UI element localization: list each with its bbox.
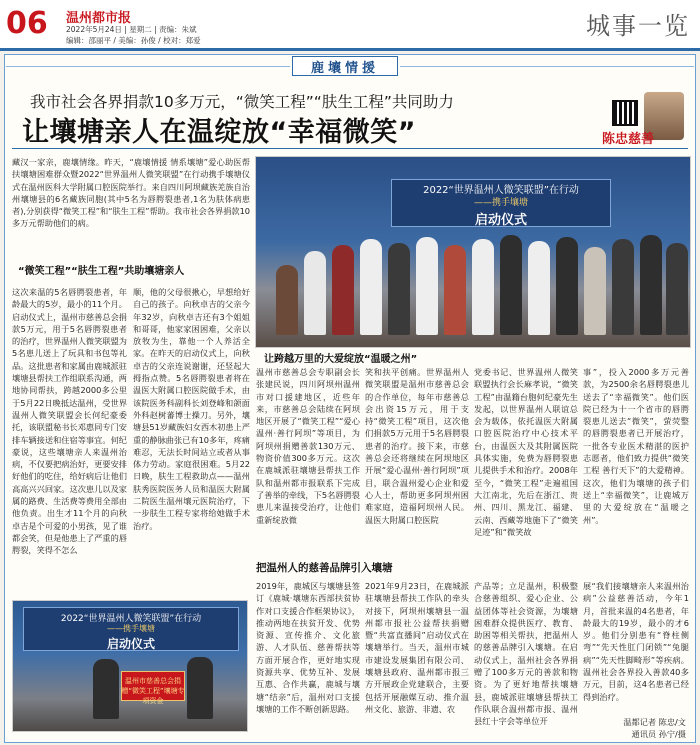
paper-name: 温州都市报 bbox=[66, 11, 132, 26]
person-figure bbox=[276, 265, 298, 335]
subheading-2: 把温州人的慈善品牌引入壤塘 bbox=[256, 562, 393, 574]
body-column-9: 产品等；立足温州，积极整合慈善组织、爱心企业、公益团体等社会资源，为壤塘困难群众提供医疗、教育、助困等相关帮扶，把温州人的慈善品牌引入壤塘。在启动仪式上，温州社会各界捐赠了100多万元的善款和物资。为了更好地帮扶壤塘县，鹿城派驻壤塘县帮扶工作队联合温州都市报、温州县红十字会等单位开 bbox=[474, 581, 578, 727]
main-photo bbox=[255, 156, 691, 348]
person-figure bbox=[360, 239, 382, 335]
section-title: 城事一览 bbox=[586, 12, 690, 40]
byline bbox=[623, 716, 686, 740]
subheading-1: “微笑工程”“肤生工程”共助壤塘亲人 bbox=[18, 266, 185, 277]
backdrop-ceremony: 启动仪式 bbox=[106, 637, 155, 651]
person-figure bbox=[93, 659, 119, 719]
backdrop-title: 2022“世界温州人微笑联盟”在行动 bbox=[423, 185, 579, 196]
issue-meta: 2022年5月24日 | 星期二 | 责编：朱斌 bbox=[66, 25, 197, 34]
person-figure bbox=[444, 245, 466, 335]
banner-line-left bbox=[6, 66, 290, 67]
column-banner: 鹿壤情援 bbox=[310, 61, 379, 76]
lead-paragraph: 藏汉一家亲，鹿壤情缘。昨天，“鹿壤情援 情系壤塘”爱心助医帮扶壤塘困难群众暨2022“世界温州人微笑联盟”在行动携手壤塘仪式在温州医科大学附属口腔医院举行。来自四川阿坝藏族羌族自治州壤塘县的6名藏族同胞(其中5名为唇腭裂患者,1名为肤体病患者),分别获得“微笑工程”和“肤生工程”帮助。我市社会各界捐款10多万元帮助他们的病。 bbox=[12, 157, 250, 229]
banner-line-right bbox=[400, 66, 694, 67]
charity-logo: 陈忠慈善 bbox=[602, 132, 655, 147]
person-figure bbox=[187, 657, 213, 719]
body-column-1: 这次来温的5名唇腭裂患者，年龄最大的5岁，最小的11个月。启动仪式上，温州市慈善总会捐款5万元，用于5名唇腭裂患者的治疗，世界温州人微笑联盟为5名患儿送上了玩具和书包等礼品。这批患者和家属由鹿城派驻壤塘县帮扶工作组联系沟通，两地协同帮扶，跨越2000多公里于5月22日晚抵达温州，受世界温州人微笑联盟会长何纪豪委托，该联盟秘书长邓惠同专门安排车辆接送和住宿等事宜。何纪豪说，这些壤塘亲人来温州治病，不仅要把病治好，更要安排好他们的吃住，给好病后让他们高高兴兴回家。这次患儿以及家属的路费、生活费等费用全部由他负责。出生才11个月的向秋卓吉是个可爱的小男孩，见了谁都会笑，但是他患上了严重的唇腭裂，笑得不怎么 bbox=[12, 287, 127, 556]
reporter-credit: 温都记者 陈忠/文 bbox=[623, 717, 686, 727]
person-figure bbox=[556, 237, 578, 335]
page-number: 06 bbox=[6, 6, 48, 41]
backdrop-subtitle: ——携手壤塘 bbox=[473, 198, 528, 208]
editor-meta: 编辑：邵丽平 / 美编：孙俊 / 校对：郑爱 bbox=[66, 36, 201, 45]
body-column-8: 2021年9月23日，在鹿城派驻壤塘县帮扶工作队的牵头对接下，阿坝州壤塘县一温州都市报社公益帮扶捐赠暨“共富直播间”启动仪式在壤塘举行。当天，温州市城市建设发展集团有限公司、壤塘县政府、温州都市报三方开展政企党建联合，主要包括开展融媒互动、推介温州文化、旅游、非遗、农 bbox=[365, 581, 469, 714]
person-figure bbox=[528, 241, 550, 335]
person-figure bbox=[416, 237, 438, 335]
body-column-4: 笑和扶平创痛。世界温州人微笑联盟是温州市慈善总会的合作单位，每年市慈善总会出资15万元，用于支持“微笑工程”项目，这次他们捐款5万元用于5名唇腭裂患者的治疗。接下来，市慈善总会还将继续在阿坝地区开展“爱心温州·善行阿坝”项目，联合温州爱心企业和爱心人士，帮助更多阿坝州困难家庭，造福阿坝州人民。温医大附属口腔医院 bbox=[365, 367, 469, 525]
body-column-7: 2019年，鹿城区与壤塘县签订《鹿城·壤塘东西部扶贫协作对口支援合作框架协议》，推动两地在扶贫开发、优势资源、宣传推介、文化旅游、人才队伍、慈善帮扶等方面开展合作，更好地实现资源共享、优势互补、发展互惠、合作共赢，鹿城与壤塘“结亲”后，温州对口支援壤塘的工作不断创新思路。 bbox=[256, 581, 360, 714]
header-rule bbox=[0, 48, 700, 51]
secondary-photo bbox=[12, 600, 248, 732]
qr-code-icon bbox=[612, 100, 638, 126]
headline-rule bbox=[12, 148, 688, 149]
photographer-credit: 通讯员 孙宁/摄 bbox=[631, 729, 686, 739]
person-figure bbox=[304, 251, 326, 335]
person-figure bbox=[332, 245, 354, 335]
person-figure bbox=[666, 243, 688, 335]
subheadline: 我市社会各界捐款10多万元，“微笑工程”“肤生工程”共同助力 bbox=[30, 93, 454, 111]
backdrop-ceremony: 启动仪式 bbox=[474, 213, 527, 228]
backdrop-title: 2022“世界温州人微笑联盟”在行动 bbox=[60, 614, 202, 624]
backdrop-subtitle: ——携手壤塘 bbox=[107, 624, 155, 633]
body-column-2: 顺，他的父母很揪心，早想给好自己的孩子。向秋卓吉的父亲今年32岁，向秋卓吉还有3个姐姐和哥哥，他家家困困难，父亲以放牧为生，靠他一个人养活全家。在昨天的启动仪式上，向秋卓吉的父亲连说谢谢，还竖起大拇指点赞。5名唇腭裂患者将在温医大附属口腔医院做手术，由该院医务科副科长刘登峰和颌面外科赵树蕃博士操刀。另外，壤塘县51岁藏族妇女西木初患上严重的静脉曲张已有10多年，疼痛难忍，无法长时间站立或者从事体力劳动。家庭很困难。5月22日晚，肤生工程救助点——温州肤秀医院医务人员和温医大附属二院医生温州壤元医院治疗，下一步肤生工程专家将给她做手术治疗。 bbox=[133, 287, 250, 531]
headline: 让壤塘亲人在温绽放“幸福微笑” bbox=[22, 117, 416, 148]
person-figure bbox=[640, 235, 662, 335]
person-figure bbox=[584, 247, 606, 335]
person-figure bbox=[612, 239, 634, 335]
body-column-5: 党委书记、世界温州人微笑联盟执行会长麻孝说，“微笑工程”由温籍台胞何纪豪先生发起，以世界温州人联谊总会为载体，依托温医大附属口腔医院治疗中心技术平台，由温医大及其附属医院具体实施，免费为唇腭裂患儿提供手术和治疗。2008年至今，“微笑工程”走遍祖国大江南北，先后在浙江、贵州、四川、黑龙江、福建、云南、西藏等地施下了“微笑足迹”和“微笑故 bbox=[474, 367, 578, 537]
body-column-10: 展“我们接壤塘亲人来温州治病”公益慈善活动，今年1月，首批来温的4名患者，年龄最大的19岁，最小的才6岁。他们分别患有“脊柱侧弯”“先天性肛门闭锁”“兔腿病”“先天性脚畸形”等疾病。温州社会各界投入善款40多万元，目前，这4名患者已经得到治疗。 bbox=[583, 581, 689, 702]
person-figure bbox=[388, 243, 410, 335]
person-figure bbox=[500, 235, 522, 335]
plaque-text: 温州市慈善总会捐赠“微笑工程”壤塘专项资金 bbox=[121, 677, 185, 705]
body-column-3: 温州市慈善总会专职副会长张建民说，四川阿坝州温州市对口援建地区，近些年来，市慈善总会陆续在阿坝地区开展了“微笑工程”“爱心温州·善行阿坝”等项目，为阿坝州捐赠善款130万元、物资价值300多万元。这次在鹿城派驻壤塘县帮扶工作队和温州都市报联系下完成了善举的牵线，下5名唇腭裂患儿来温接受治疗，让他们重新绽放微 bbox=[256, 367, 360, 525]
body-column-6: 事”，投入2000多万元善款，为2500余名唇腭裂患儿送去了“幸福微笑”。他们医院已经为十一个省市的唇腭裂患儿送去“微笑”，萤荧整的唇腭裂患者已开展治疗，一批各专业医术精湛的医护志愿者，他们致力提供“微笑工程 善行天下”的大爱精神。这次，他们为壤塘的孩子们送上“幸福微笑”，让鹿城万里的大爱绽放在“温暖之州”。 bbox=[583, 367, 689, 525]
person-figure bbox=[472, 239, 494, 335]
photo-caption: 让跨越万里的大爱绽放“温暖之州” bbox=[264, 354, 418, 365]
